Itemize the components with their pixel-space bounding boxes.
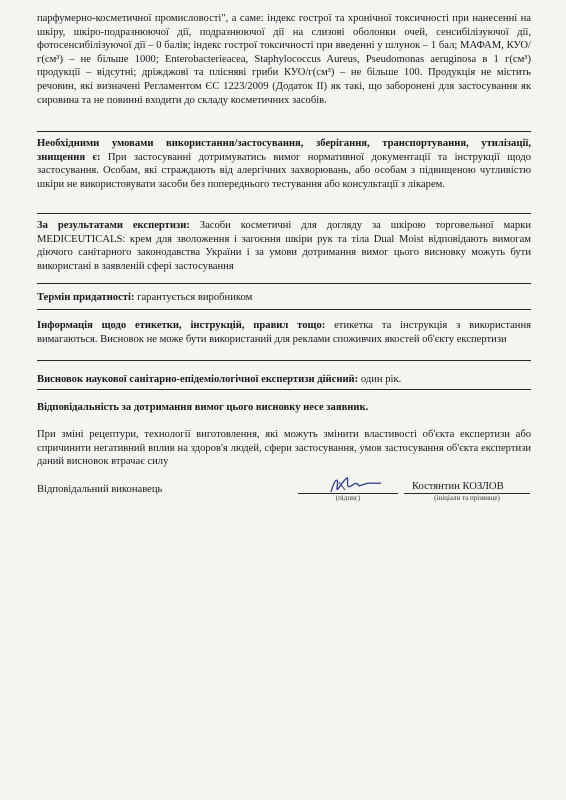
label-info-paragraph bbox=[37, 319, 531, 346]
recipe-change-paragraph: При зміні рецептури, технології виготовлення, які можуть змінити властивості об'єкта експертизи або спричинити негативний вплив на здоров'я людей, сфери застосування, умов застосування об'єкта експертизи даний висновок втрачає силу bbox=[37, 429, 531, 468]
usage-conditions-text: При застосуванні дотримуватись вимог нормативної документації та інструкції щодо застосування. Особам, які страждають від алергічних захворювань, або особам з підвищеною чутливістю шкіри не використовувати засоби без попереднього тестування або консультації з лікарем. bbox=[37, 151, 531, 190]
name-caption: (ініціали та прізвище) bbox=[434, 494, 500, 502]
usage-conditions-label: Необхідними умовами використання/застосування, зберігання, транспортування, утилізації, знищення є: bbox=[37, 138, 531, 163]
divider bbox=[37, 283, 531, 284]
expertise-results-label: За результатами експертизи: bbox=[37, 220, 190, 231]
signature-caption: (підпис) bbox=[335, 494, 361, 502]
validity-paragraph bbox=[37, 373, 531, 387]
label-info-text: етикетка та інструкція з використання вимагаються. Висновок не може бути використаний для реклами споживчих якостей об'єкту експертизи bbox=[37, 320, 531, 345]
expertise-results-paragraph bbox=[37, 219, 531, 273]
divider bbox=[37, 131, 531, 132]
shelf-life-label: Термін придатності: bbox=[37, 292, 135, 303]
validity-text: один рік. bbox=[358, 374, 402, 385]
divider bbox=[37, 389, 531, 390]
responsibility-paragraph: Відповідальність за дотримання вимог цього висновку несе заявник. bbox=[37, 402, 369, 413]
expertise-results-text: Засоби косметичні для догляду за шкірою торговельної марки MEDICEUTICALS: крем для зволоження і загоєння шкіри рук та тіла Dual Moist відповідають вимогам діючого санітарного законодавства України і за умови дотримання вимог цього висновку можуть бути використані в заявленій сфері застосування bbox=[37, 220, 531, 272]
shelf-life-text: гарантується виробником bbox=[134, 292, 253, 303]
divider bbox=[37, 213, 531, 214]
responsible-executor-label: Відповідальний виконавець bbox=[37, 484, 163, 495]
usage-conditions-paragraph bbox=[37, 137, 531, 191]
shelf-life-paragraph bbox=[37, 291, 531, 305]
divider bbox=[37, 309, 531, 310]
validity-label: Висновок наукової санітарно-епідеміологічної експертизи дійсний: bbox=[37, 374, 359, 385]
signer-name: Костянтин КОЗЛОВ bbox=[412, 481, 504, 492]
toxicity-paragraph: парфумерно-косметичної промисловості", а саме: індекс гострої та хронічної токсичності при нанесенні на шкіру, шкіро-подразнюючої дії, подразнюючої дії на слизові оболонки очей, сенсибілізуючої дії, фотосенсибілізуючої дії – 0 балів; індекс гострої токсичності при введенні у шлунок – 1 бал; МАФАМ, КУО/г(см³) – не більше 1000; Enterobacterieacea, Staphylococcus Aureus, Pseudomonas aeruginosa в 1 г(см³) продукції – відсутні; дріжджові та плісняві гриби КУО/г(см³) – не більше 100. Продукція не містить речовин, які визначені Регламентом ЄС 1223/2009 (Додаток II) як такі, що заборонені для застосування як сировина та не повинні входити до складу косметичних засобів. bbox=[37, 13, 531, 106]
divider bbox=[37, 360, 531, 361]
label-info-label: Інформація щодо етикетки, інструкцій, правил тощо: bbox=[37, 320, 326, 331]
